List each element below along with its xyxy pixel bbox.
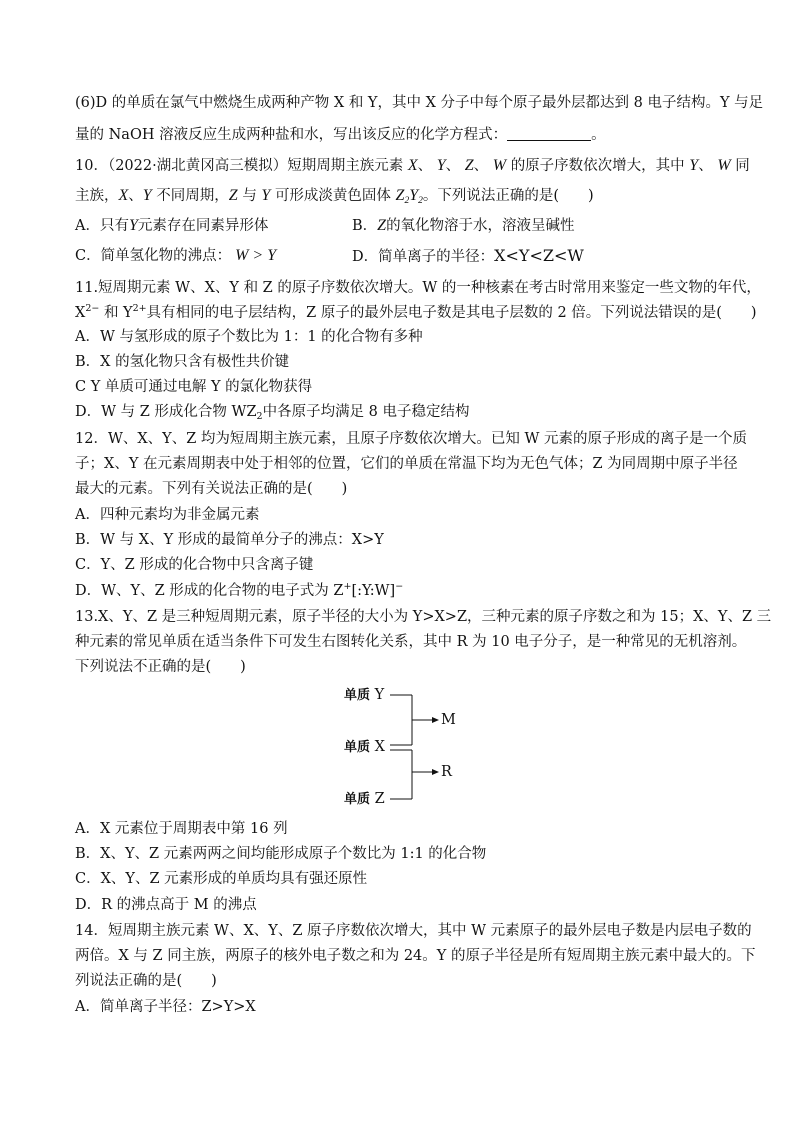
q10-line-1 xyxy=(75,154,750,178)
relation: X<Y<Z<W xyxy=(494,246,584,265)
sep: 、 xyxy=(698,158,713,174)
diagram-label-z xyxy=(344,790,385,809)
q10-line-2 xyxy=(75,184,735,208)
q12-line-3: 最大的元素。下列有关说法正确的是( ) xyxy=(75,481,348,497)
q11-option-a: A．W 与氢形成的原子个数比为 1：1 的化合物有多种 xyxy=(75,329,423,345)
q13-option-c: C．X、Y、Z 元素形成的单质均具有强还原性 xyxy=(75,871,368,887)
option-label: A．只有 xyxy=(75,218,129,234)
q13-line-1: 13.X、Y、Z 是三种短周期元素，原子半径的大小为 Y>X>Z，三种元素的原子序数之和为 15；X、Y、Z 三 xyxy=(75,609,772,625)
diagram-label-x xyxy=(344,738,385,757)
charge: + xyxy=(343,581,352,592)
q11-option-d xyxy=(75,400,735,424)
label-prefix: 单质 xyxy=(344,740,371,755)
text: 具有相同的电子层结构，Z 原子的最外层电子数是其电子层数的 2 倍。下列说法错误的是( ) xyxy=(146,305,757,321)
symbol-x: X xyxy=(75,305,86,321)
q13-line-2: 种元素的常见单质在适当条件下可发生右图转化关系，其中 R 为 10 电子分子，是一种常见的无机溶剂。 xyxy=(75,634,747,650)
q13-option-b: B．X、Y、Z 元素两两之间均能形成原子个数比为 1:1 的化合物 xyxy=(75,846,487,862)
diagram-label-y xyxy=(344,686,384,705)
charge: 2+ xyxy=(132,303,147,314)
q10-option-b xyxy=(352,214,575,238)
var-y: Y xyxy=(689,157,699,174)
sep: 、 xyxy=(445,158,461,174)
text: 和 Y xyxy=(99,305,133,321)
var-x: X xyxy=(407,157,418,174)
q11-option-c: C Y 单质可通过电解 Y 的氯化物获得 xyxy=(75,379,313,395)
var-y: Y xyxy=(436,157,446,174)
q14-option-a: A．简单离子半径：Z>Y>X xyxy=(75,999,256,1015)
label-prefix: 单质 xyxy=(344,792,371,807)
q12-line-2: 子；X、Y 在元素周期表中处于相邻的位置，它们的单质在常温下均为无色气体；Z 为同周期中原子半径 xyxy=(75,456,738,472)
arrowhead-m xyxy=(432,717,439,723)
option-text: 的氧化物溶于水，溶液呈碱性 xyxy=(386,218,575,234)
q10-stem-b: 的原子序数依次增大，其中 xyxy=(510,158,685,174)
q11-option-b: B．X 的氢化物只含有极性共价键 xyxy=(75,354,290,370)
diagram-product-m: M xyxy=(441,712,456,728)
q10-stem-g: 可形成淡黄色固体 xyxy=(274,188,391,204)
q13-option-d: D．R 的沸点高于 M 的沸点 xyxy=(75,897,257,913)
sep: 、 xyxy=(417,158,433,174)
var-y: Y xyxy=(409,187,419,204)
q11-line-2 xyxy=(75,301,757,325)
diagram-product-r: R xyxy=(441,764,452,780)
q10-stem-d: 主族， xyxy=(75,188,119,204)
conversion-diagram xyxy=(330,682,490,812)
q10-stem-a: 10．（2022·湖北黄冈高三模拟）短期周期主族元素 xyxy=(75,158,404,174)
q10-stem-f: 与 xyxy=(242,188,257,204)
q6-line-2-text: 量的 NaOH 溶液反应生成两种盐和水，写出该反应的化学方程式： xyxy=(75,127,508,143)
q6-line-2-end: 。 xyxy=(591,127,606,143)
var-y: Y xyxy=(261,187,271,204)
charge: 2− xyxy=(85,303,100,314)
q11-line-1: 11.短周期元素 W、X、Y 和 Z 的原子序数依次增大。W 的一种核素在考古时常用来鉴定一些文物的年代， xyxy=(75,280,761,296)
q13-option-a: A．X 元素位于周期表中第 16 列 xyxy=(75,821,288,837)
var-z: Z xyxy=(395,187,405,204)
arrowhead-r xyxy=(432,769,439,775)
q12-option-d xyxy=(75,579,735,603)
sep: 、 xyxy=(473,158,489,174)
q6-line-2 xyxy=(75,123,735,147)
answer-blank xyxy=(507,126,591,141)
sep: 、 xyxy=(128,188,143,204)
option-text: 元素存在同素异形体 xyxy=(137,218,269,234)
option-text: D．W 与 Z 形成化合物 WZ xyxy=(75,404,257,420)
label-letter: Z xyxy=(370,791,385,807)
q10-option-d xyxy=(352,244,584,269)
formula-z2y2 xyxy=(396,187,423,204)
var-x: X xyxy=(118,187,129,204)
var-z: Z xyxy=(464,157,474,174)
charge: − xyxy=(395,581,404,592)
q10-option-c xyxy=(75,244,276,268)
var-w: W xyxy=(492,157,507,174)
q10-stem-c: 同 xyxy=(735,158,750,174)
q10-stem-e: 不同周期， xyxy=(156,188,229,204)
option-text: D．W、Y、Z 形成的化合物的电子式为 Z xyxy=(75,583,344,599)
var-w: W xyxy=(717,157,731,174)
var-z: Z xyxy=(377,217,387,234)
label-prefix: 单质 xyxy=(344,688,371,703)
q12-option-b: B．W 与 X、Y 形成的最简单分子的沸点：X>Y xyxy=(75,532,384,548)
subscript: 2 xyxy=(418,196,423,206)
electron-formula: [:Y:W] xyxy=(351,583,396,599)
label-letter: X xyxy=(370,739,385,755)
q12-option-a: A．四种元素均为非金属元素 xyxy=(75,507,260,523)
subscript: 2 xyxy=(256,411,263,422)
q13-line-3: 下列说法不正确的是( ) xyxy=(75,659,246,675)
relation: W > Y xyxy=(231,247,277,264)
q12-option-c: C．Y、Z 形成的化合物中只含离子键 xyxy=(75,557,314,573)
q14-line-3: 列说法正确的是( ) xyxy=(75,973,217,989)
option-text: C．简单氢化物的沸点： xyxy=(75,248,232,264)
q10-stem-h: 。下列说法正确的是( ) xyxy=(422,188,594,204)
q14-line-1: 14．短周期主族元素 W、X、Y、Z 原子序数依次增大，其中 W 元素原子的最外层电子数是内层电子数的 xyxy=(75,923,752,939)
q10-option-a xyxy=(75,214,268,238)
q12-line-1: 12．W、X、Y、Z 均为短周期主族元素，且原子序数依次增大。已知 W 元素的原子形成的离子是一个质 xyxy=(75,431,748,447)
var-z: Z xyxy=(228,187,238,204)
var-y: Y xyxy=(142,187,152,204)
option-text: 中各原子均满足 8 电子稳定结构 xyxy=(262,404,470,420)
var-y: Y xyxy=(128,217,138,234)
q14-line-2: 两倍。X 与 Z 同主族，两原子的核外电子数之和为 24。Y 的原子半径是所有短周期主族元素中最大的。下 xyxy=(75,948,756,964)
option-text: D．简单离子的半径： xyxy=(352,249,495,265)
q6-line-1: (6)D 的单质在氯气中燃烧生成两种产物 X 和 Y，其中 X 分子中每个原子最外层都达到 8 电子结构。Y 与足 xyxy=(75,95,764,111)
label-letter: Y xyxy=(370,687,385,703)
subscript: 2 xyxy=(404,196,410,206)
option-label: B． xyxy=(352,218,378,234)
